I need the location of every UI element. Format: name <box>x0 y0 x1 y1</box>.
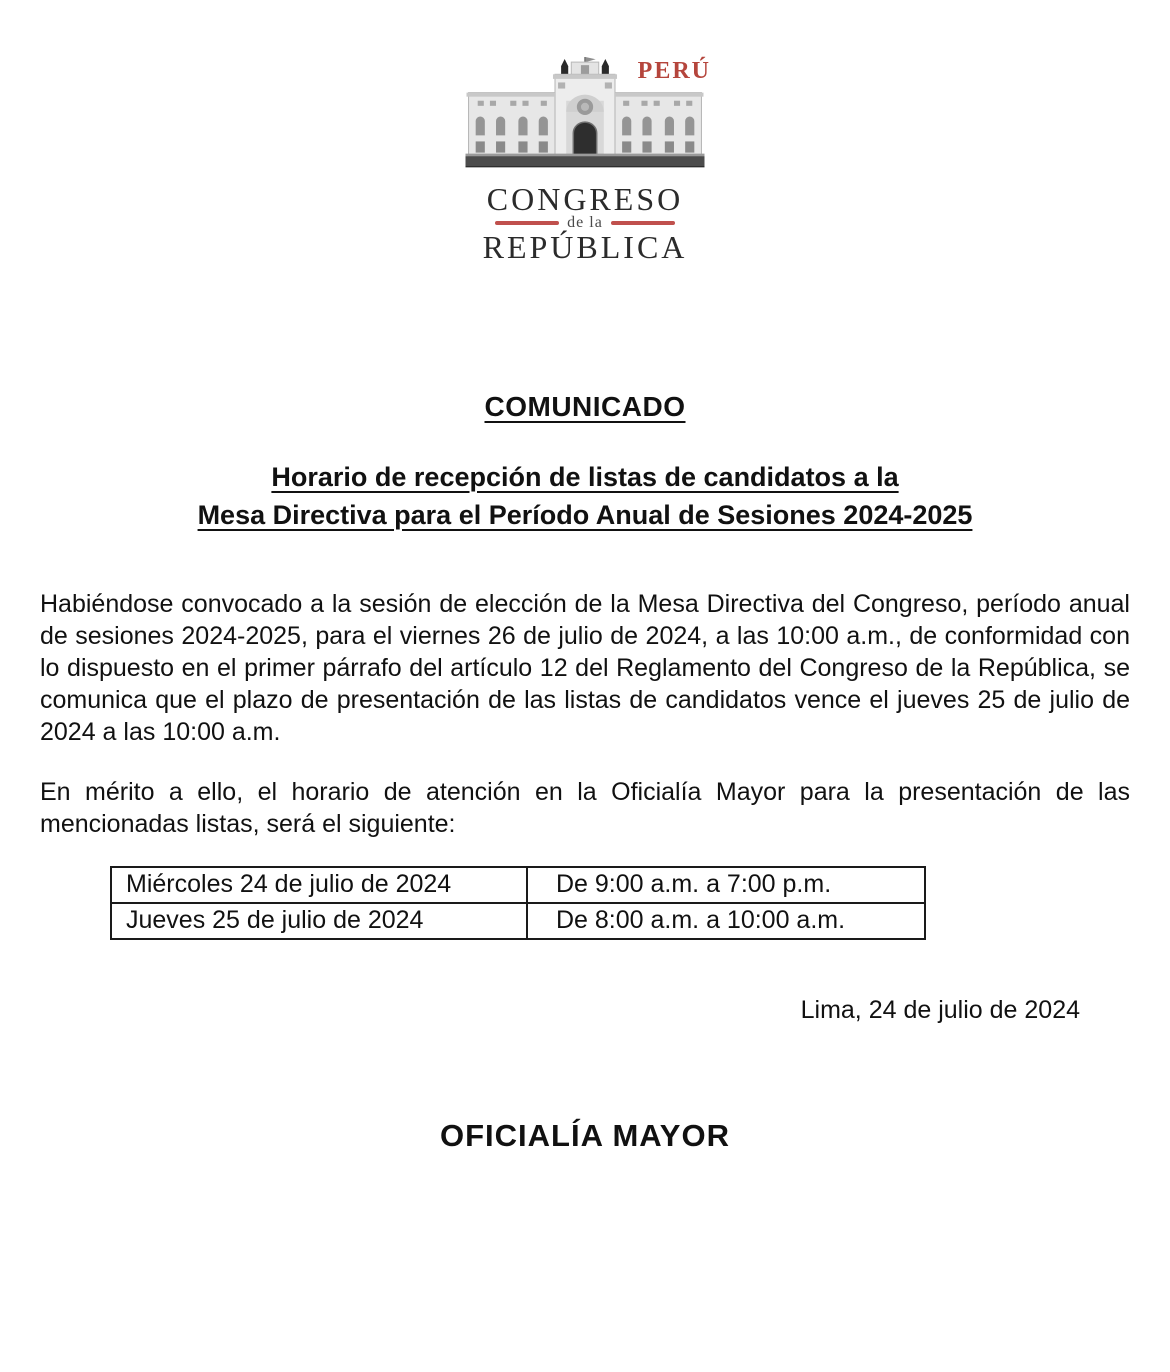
logo-red-rule-right <box>611 221 675 225</box>
table-row <box>111 867 925 903</box>
table-row <box>111 903 925 939</box>
dateline: Lima, 24 de julio de 2024 <box>800 996 1080 1024</box>
subtitle-line-2: Mesa Directiva para el Período Anual de Sesiones 2024-2025 <box>197 500 973 530</box>
schedule-hours-cell: De 8:00 a.m. a 10:00 a.m. <box>527 903 925 939</box>
paragraph-convocatoria: Habiéndose convocado a la sesión de elección de la Mesa Directiva del Congreso, período anual de sesiones 2024-2025, para el viernes 26 de julio de 2024, a las 10:00 a.m., de conformidad con lo dispuesto en el primer párrafo del artículo 12 del Reglamento del Congreso de la República, se comunica que el plazo de presentación de las listas de candidatos vence el jueves 25 de julio de 2024 a las 10:00 a.m. <box>40 590 1130 746</box>
document-title: COMUNICADO <box>484 391 686 422</box>
logo-art <box>465 56 711 176</box>
schedule-hours-cell: De 9:00 a.m. a 7:00 p.m. <box>527 867 925 903</box>
logo-wordmark <box>482 181 688 265</box>
logo-republica-text: REPÚBLICA <box>482 229 688 265</box>
paragraph-horario-intro: En mérito a ello, el horario de atención en la Oficialía Mayor para la presentación de las mencionadas listas, será el siguiente: <box>40 778 1130 838</box>
schedule-date-cell: Miércoles 24 de julio de 2024 <box>111 867 527 903</box>
logo-country-label: PERÚ <box>637 58 711 84</box>
document-subtitle <box>40 458 1130 534</box>
signature-oficialia-mayor: OFICIALÍA MAYOR <box>440 1118 730 1153</box>
schedule-date-cell: Jueves 25 de julio de 2024 <box>111 903 527 939</box>
logo-dela-text: de la <box>567 214 603 231</box>
subtitle-line-1: Horario de recepción de listas de candidatos a la <box>271 462 899 492</box>
logo-congreso-text: CONGRESO <box>486 181 684 217</box>
logo-red-rule-left <box>495 221 559 225</box>
congress-logo <box>0 56 1170 265</box>
schedule-table <box>110 866 926 940</box>
